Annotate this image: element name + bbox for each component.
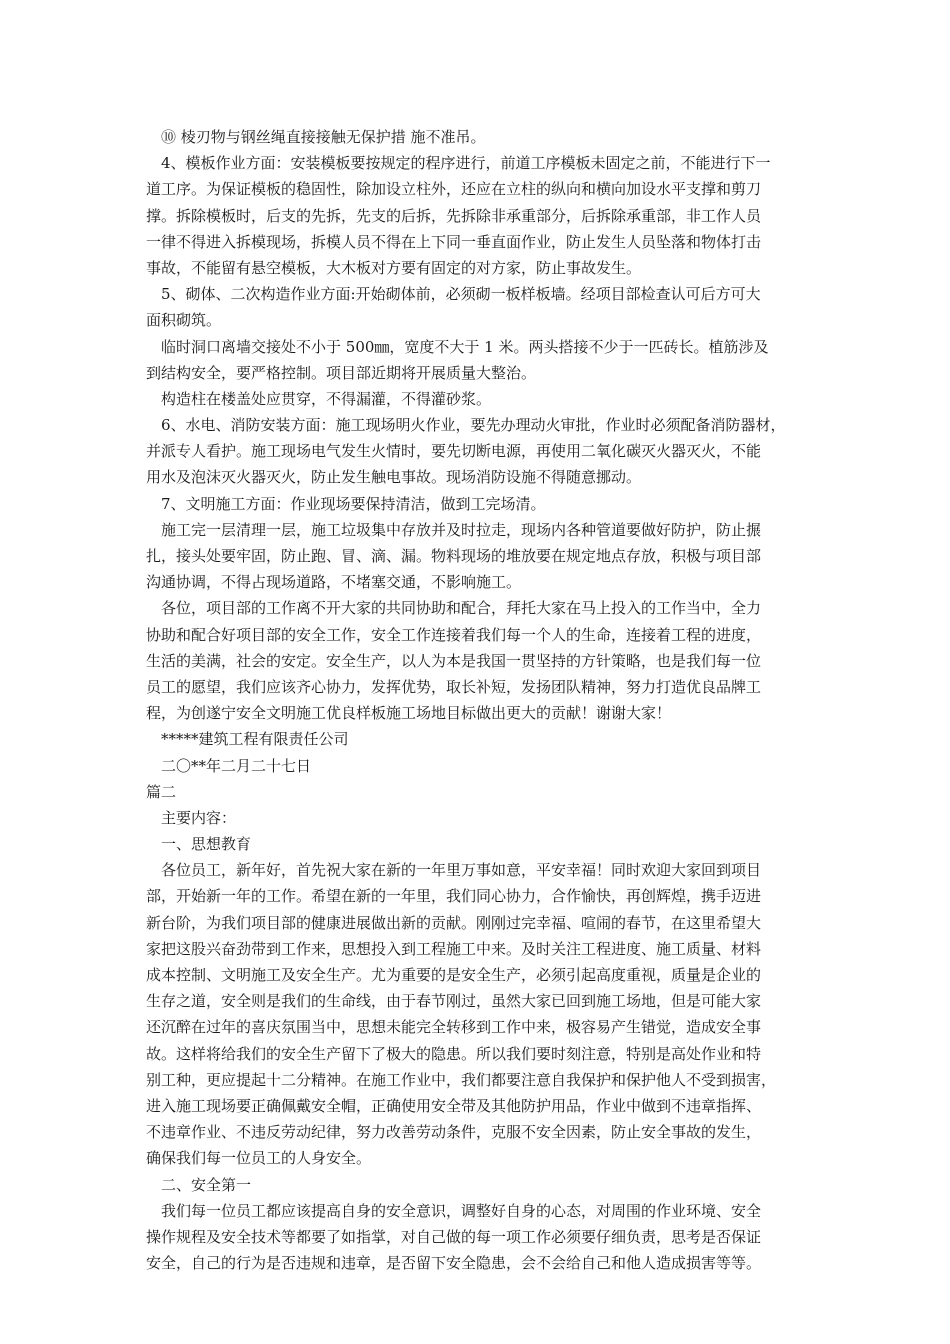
text-line: 5、砌体、二次构造作业方面:开始砌体前，必须砌一板样板墙。经项目部检查认可后方可大 — [161, 285, 761, 304]
text-line: 道工序。为保证模板的稳固性，除加设立柱外，还应在立柱的纵向和横向加设水平支撑和剪刀 — [146, 180, 762, 199]
text-line: 各位员工，新年好，首先祝大家在新的一年里万事如意，平安幸福！同时欢迎大家回到项目 — [161, 861, 762, 880]
text-line: 进入施工现场要正确佩戴安全帽，正确使用安全带及其他防护用品，作业中做到不违章指挥、 — [146, 1096, 762, 1115]
text-line: 成本控制、文明施工及安全生产。尤为重要的是安全生产，必须引起高度重视，质量是企业的 — [146, 966, 762, 984]
text-line: 临时洞口离墙交接处不小于 500㎜，宽度不大于 1 米。两头搭接不少于一匹砖长。植筋涉及 — [161, 337, 769, 356]
text-line: 并派专人看护。施工现场电气发生火情时，要先切断电源，再使用二氧化碳灭火器灭火，不能 — [146, 442, 762, 461]
text-line: 家把这股兴奋劲带到工作来，思想投入到工程施工中来。及时关注工程进度、施工质量、材料 — [146, 939, 762, 958]
text-line: 操作规程及安全技术等都要了如指掌，对自己做的每一项工作必须要仔细负责，思考是否保证 — [146, 1227, 762, 1246]
text-line: 协助和配合好项目部的安全工作，安全工作连接着我们每一个人的生命，连接着工程的进度， — [146, 625, 762, 644]
text-line: 构造柱在楼盖处应贯穿，不得漏灌，不得灌砂浆。 — [161, 389, 492, 408]
text-line: 不违章作业、不违反劳动纪律，努力改善劳动条件，克服不安全因素，防止安全事故的发生， — [146, 1123, 762, 1142]
text-line: 各位，项目部的工作离不开大家的共同协助和配合，拜托大家在马上投入的工作当中，全力 — [161, 599, 762, 618]
text-line: 二、安全第一 — [161, 1175, 252, 1194]
text-line: 4、模板作业方面：安装模板要按规定的程序进行，前道工序模板未固定之前，不能进行下一 — [161, 154, 771, 173]
text-line: 生存之道，安全则是我们的生命线，由于春节刚过，虽然大家已回到施工场地，但是可能大家 — [146, 992, 762, 1011]
text-line: 我们每一位员工都应该提高自身的安全意识，调整好自身的心态，对周围的作业环境、安全 — [161, 1201, 762, 1220]
text-line: *****建筑工程有限责任公司 — [161, 730, 349, 749]
text-line: 6、水电、消防安装方面：施工现场明火作业，要先办理动火审批，作业时必须配备消防器材， — [161, 416, 786, 435]
text-line: 还沉醉在过年的喜庆氛围当中，思想未能完全转移到工作中来，极容易产生错觉，造成安全事 — [146, 1018, 762, 1037]
text-line: 新台阶，为我们项目部的健康进展做出新的贡献。刚刚过完幸福、喧闹的春节，在这里希望大 — [146, 913, 762, 932]
text-line: 到结构安全，要严格控制。项目部近期将开展质量大整治。 — [146, 363, 537, 382]
text-line: ⑩ 棱刃物与钢丝绳直接接触无保护措 施不准吊。 — [161, 128, 486, 146]
document-body — [146, 124, 810, 1276]
text-line: 扎，接头处要牢固，防止跑、冒、滴、漏。物料现场的堆放要在规定地点存放，积极与项目部 — [146, 547, 762, 565]
text-line: 程，为创遂宁安全文明施工优良样板施工场地目标做出更大的贡献！谢谢大家！ — [146, 704, 672, 723]
text-line: 安全，自己的行为是否违规和违章，是否留下安全隐患，会不会给自己和他人造成损害等等。 — [146, 1254, 762, 1273]
text-line: 故。这样将给我们的安全生产留下了极大的隐患。所以我们要时刻注意，特别是高处作业和特 — [146, 1044, 762, 1063]
text-line: 用水及泡沫灭火器灭火，防止发生触电事故。现场消防设施不得随意挪动。 — [146, 468, 642, 487]
text-line: 篇二 — [146, 782, 177, 801]
text-line: 7、文明施工方面：作业现场要保持清洁，做到工完场清。 — [161, 494, 546, 513]
text-line: 一律不得进入拆模现场，拆模人员不得在上下同一垂直面作业，防止发生人员坠落和物体打击 — [146, 232, 762, 251]
text-line: 员工的愿望，我们应该齐心协力，发挥优势，取长补短，发扬团队精神，努力打造优良品牌工 — [146, 677, 762, 696]
text-line: 沟通协调，不得占现场道路，不堵塞交通，不影响施工。 — [146, 573, 522, 592]
text-line: 别工种，更应提起十二分精神。在施工作业中，我们都要注意自我保护和保护他人不受到损害， — [146, 1070, 777, 1089]
text-line: 部，开始新一年的工作。希望在新的一年里，我们同心协力，合作愉快，再创辉煌，携手迈进 — [146, 887, 762, 906]
text-line: 撑。拆除模板时，后支的先拆，先支的后拆，先拆除非承重部分，后拆除承重部，非工作人员 — [146, 206, 762, 225]
text-line: 二〇**年二月二十七日 — [161, 756, 312, 775]
text-line: 生活的美满，社会的安定。安全生产，以人为本是我国一贯坚持的方针策略，也是我们每一位 — [146, 651, 762, 670]
text-line: 一、思想教育 — [161, 835, 252, 854]
text-line: 面积砌筑。 — [146, 311, 222, 330]
text-line: 施工完一层清理一层，施工垃圾集中存放并及时拉走，现场内各种管道要做好防护，防止搌 — [161, 520, 762, 539]
text-line: 事故，不能留有悬空模板，大木板对方要有固定的对方家，防止事故发生。 — [146, 258, 642, 277]
text-line: 确保我们每一位员工的人身安全。 — [146, 1149, 372, 1168]
text-line: 主要内容： — [161, 808, 237, 827]
